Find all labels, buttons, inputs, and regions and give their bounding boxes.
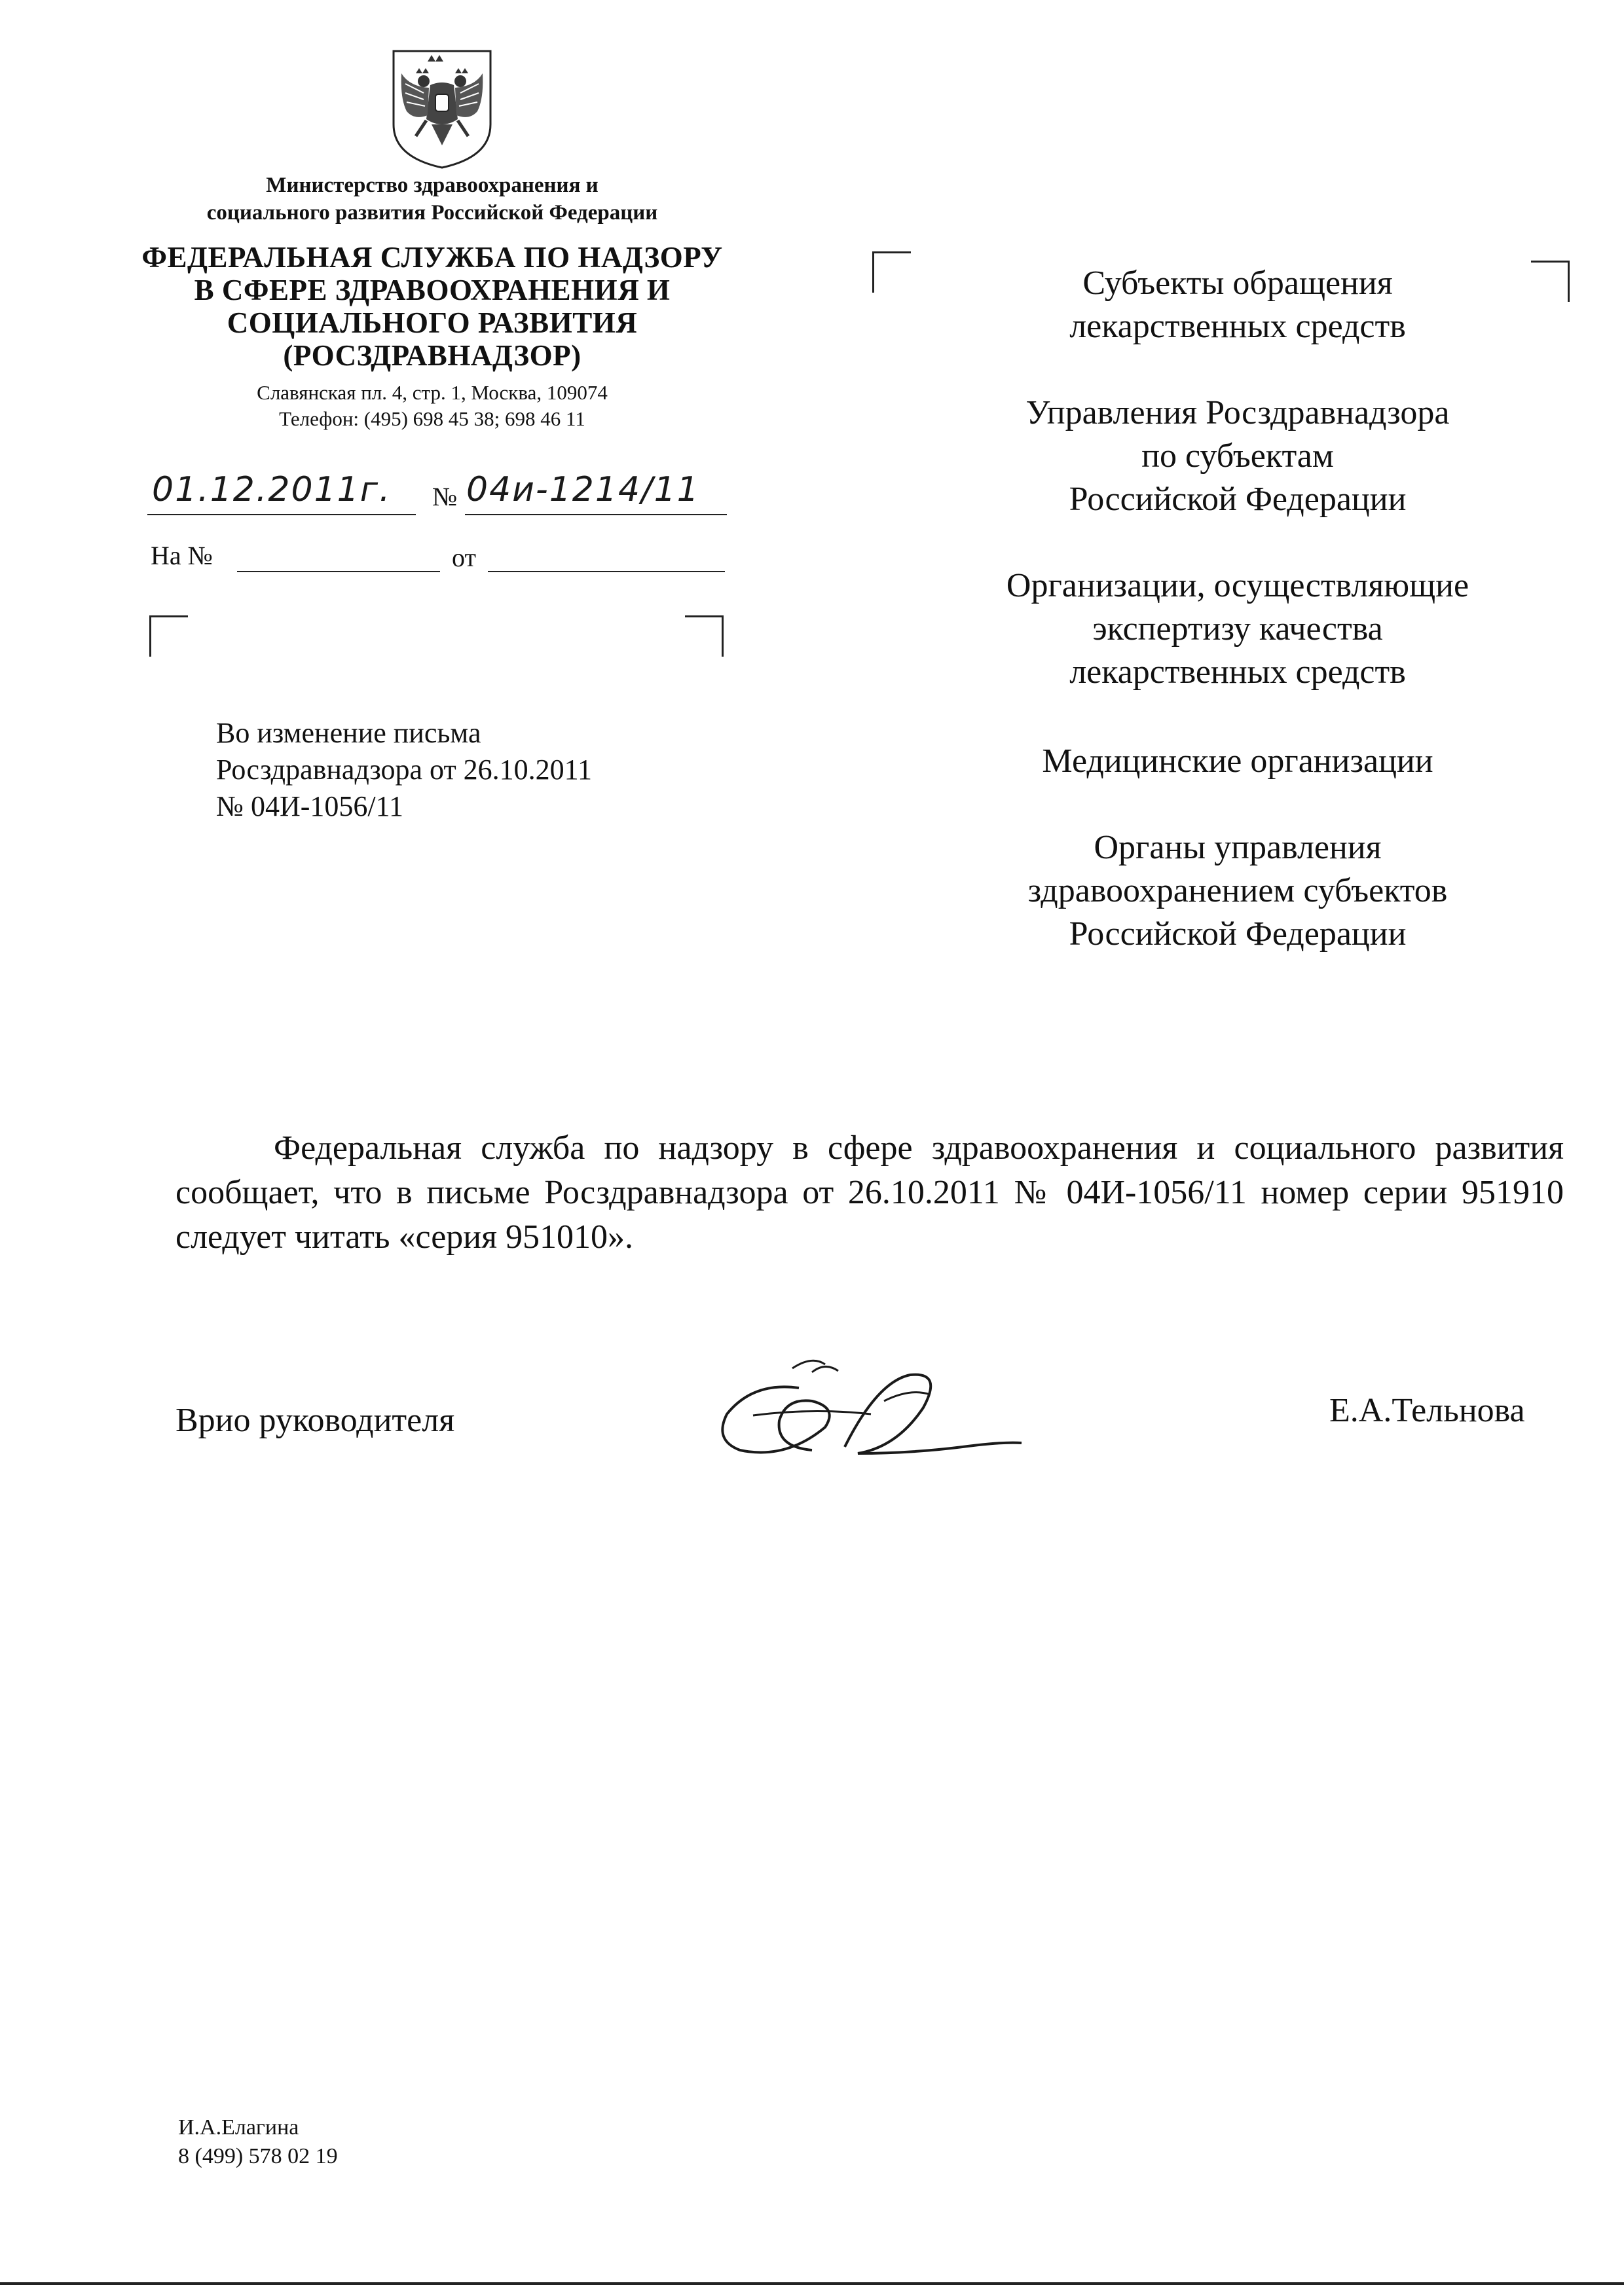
subject-corner-right [685,615,724,657]
service-line-3: СОЦИАЛЬНОГО РАЗВИТИЯ [227,306,638,339]
subject-line-2: Росздравнадзора от 26.10.2011 [216,754,593,786]
recipient-line: экспертизу качества [1092,610,1383,647]
reply-number-line [237,571,440,572]
recipient-line: Управления Росздравнадзора [1025,394,1450,431]
reply-date-line [488,571,725,572]
signatory-title: Врио руководителя [175,1402,455,1439]
recipient-line: Российской Федерации [1069,915,1407,953]
signatory-name: Е.А.Тельнова [1329,1392,1525,1429]
ministry-line-1: Министерство здравоохранения и [266,173,599,197]
executor-name: И.А.Елагина [178,2115,299,2140]
page-bottom-rule [0,2282,1624,2285]
registration-date: 01.12.2011г. [152,470,392,509]
handwritten-signature [714,1342,1041,1470]
subject-line-3: № 04И-1056/11 [216,790,403,822]
subject-block [216,715,805,825]
executor-phone: 8 (499) 578 02 19 [178,2144,338,2168]
number-underline [465,514,727,515]
recipient-line: Органы управления [1094,829,1382,866]
reply-to-label: На № [151,541,213,570]
recipient-group-4 [943,740,1532,783]
date-underline [147,514,416,515]
service-line-4: (РОСЗДРАВНАДЗОР) [283,339,581,372]
address-line: Славянская пл. 4, стр. 1, Москва, 109074 [257,381,608,404]
service-line-1: ФЕДЕРАЛЬНАЯ СЛУЖБА ПО НАДЗОРУ [141,241,723,274]
registration-number: 04и-1214/11 [466,470,700,509]
recipient-line: лекарственных средств [1069,308,1406,345]
from-label: от [452,543,476,572]
coat-of-arms-emblem [390,47,494,172]
recipient-group-5 [943,826,1532,956]
recipient-group-3 [943,564,1532,694]
recipient-corner-left [872,251,911,293]
subject-line-1: Во изменение письма [216,717,481,749]
recipient-line: лекарственных средств [1069,653,1406,691]
recipient-line: Организации, осуществляющие [1006,567,1469,604]
recipient-line: здравоохранением субъектов [1027,872,1448,909]
number-label: № [432,482,458,511]
service-line-2: В СФЕРЕ ЗДРАВООХРАНЕНИЯ И [194,274,671,306]
phone-line: Телефон: (495) 698 45 38; 698 46 11 [279,407,585,430]
ministry-line-2: социального развития Российской Федерации [206,201,658,225]
subject-corner-left [149,615,188,657]
recipient-corner-right [1531,261,1570,302]
recipient-line: Субъекты обращения [1082,264,1393,302]
recipient-line: по субъектам [1141,437,1334,475]
body-paragraph: Федеральная служба по надзору в сфере здравоохранения и социального развития сообщает, что в письме Росздравнадзора от 26.10.2011 № 04И-1056/11 номер серии 951910 следует читать «серия 951010». [175,1129,1564,1256]
recipient-group-2 [943,392,1532,521]
recipient-line: Медицинские организации [1042,742,1433,780]
executor-block [178,2113,338,2171]
recipient-line: Российской Федерации [1069,481,1407,518]
recipient-group-1 [943,262,1532,348]
double-headed-eagle-icon [390,47,494,172]
